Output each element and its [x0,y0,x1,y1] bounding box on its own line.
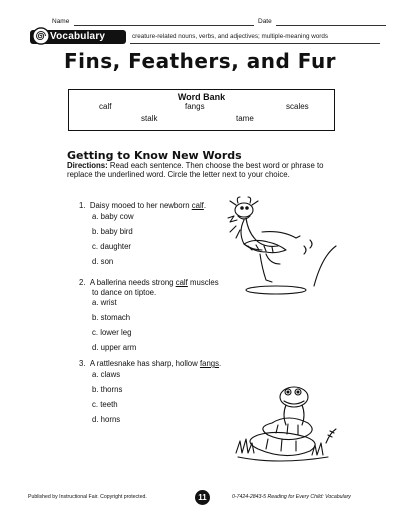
subtitle-rule [130,43,380,44]
answer-option[interactable]: b. thorns [92,385,123,394]
word-bank-title: Word Bank [177,92,226,102]
word-bank-word: stalk [141,114,158,123]
spiral-logo-icon [32,27,50,45]
underlined-word: fangs [199,359,220,368]
copyright-footer: Published by Instructional Fair. Copyright protected. [28,494,147,500]
word-bank-word: scales [286,102,309,111]
answer-option[interactable]: a. baby cow [92,212,134,221]
rattlesnake-illustration [228,383,338,468]
directions [67,161,337,180]
page-title: Fins, Feathers, and Fur [63,49,337,73]
question-text: Daisy mooed to her newborn [89,201,192,210]
vocabulary-badge [30,30,126,44]
question-text: A ballerina needs strong [89,278,176,287]
name-label: Name [52,18,70,25]
vocabulary-badge-label: Vocabulary [50,31,106,42]
directions-text: Read each sentence. Then choose the best word or phrase to replace the underlined word. Circle the letter next to your choice. [67,161,324,180]
directions-label: Directions: [67,161,108,170]
date-label: Date [258,18,272,25]
answer-option[interactable]: b. baby bird [92,227,133,236]
answer-option[interactable]: d. son [92,257,114,266]
question-text-end: muscles [187,278,219,287]
question-text-end: . [203,201,207,210]
answer-option[interactable]: c. lower leg [92,328,132,337]
ballerina-cow-illustration [218,196,338,306]
word-bank [68,89,335,131]
word-bank-word: calf [99,102,112,111]
question-text: A rattlesnake has sharp, hollow [89,359,200,368]
answer-option[interactable]: c. teeth [92,400,118,409]
answer-option[interactable]: a. claws [92,370,121,379]
book-reference-footer: 0-7424-2843-5 Reading for Every Child: Vocabulary [232,494,351,500]
answer-option[interactable]: a. wrist [92,298,117,307]
underlined-word: calf [191,201,204,210]
section-title: Getting to Know New Words [67,149,242,162]
answer-option[interactable]: b. stomach [92,313,131,322]
answer-option[interactable]: c. daughter [92,242,132,251]
question-3-stem [79,359,221,369]
name-blank[interactable] [74,25,254,26]
date-blank[interactable] [276,25,386,26]
question-1-stem [79,201,206,211]
question-number: 1. [79,201,86,210]
question-text-line2: to dance on tiptoe. [92,288,157,297]
answer-option[interactable]: d. upper arm [92,343,137,352]
word-bank-word: tame [236,114,254,123]
question-2-stem [79,278,219,288]
skills-subtitle: creature-related nouns, verbs, and adjectives; multiple-meaning words [132,33,329,40]
question-number: 3. [79,359,86,368]
word-bank-word: fangs [185,102,205,111]
question-number: 2. [79,278,86,287]
underlined-word: calf [175,278,188,287]
answer-option[interactable]: d. horns [92,415,121,424]
question-text-end: . [219,359,222,368]
page-number: 11 [195,490,210,505]
